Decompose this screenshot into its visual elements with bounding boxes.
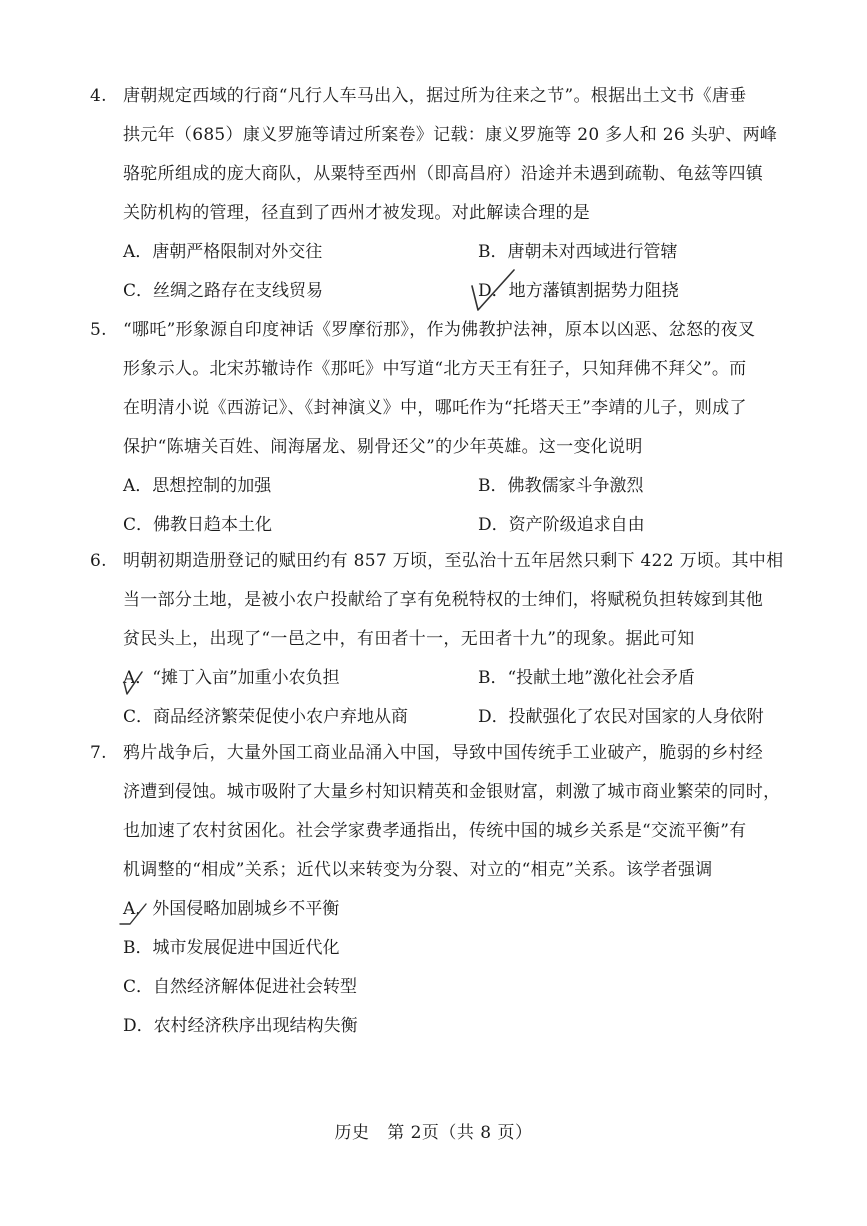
option-c: C．丝绸之路存在支线贸易 xyxy=(123,281,324,301)
question-4 xyxy=(90,77,790,311)
question-text-line: 也加速了农村贫困化。社会学家费孝通指出，传统中国的城乡关系是“交流平衡”有 xyxy=(123,821,747,841)
question-text-line: “哪吒”形象源自印度神话《罗摩衍那》，作为佛教护法神，原本以凶恶、忿怒的夜叉 xyxy=(123,320,756,340)
question-text-line: 唐朝规定西域的行商“凡行人车马出入，据过所为往来之节”。根据出土文书《唐垂 xyxy=(123,86,747,106)
option-b: B．佛教儒家斗争激烈 xyxy=(478,476,644,496)
option-a: A．外国侵略加剧城乡不平衡 xyxy=(123,899,340,919)
question-text-line: 明朝初期造册登记的赋田约有 857 万顷，至弘治十五年居然只剩下 422 万顷。其中相 xyxy=(123,551,784,571)
option-c: C．自然经济解体促进社会转型 xyxy=(123,977,358,997)
footer-page-number: 第 2页（共 8 页） xyxy=(387,1123,533,1143)
question-number: 5. xyxy=(90,320,107,340)
question-number: 6. xyxy=(90,551,107,571)
option-d: D．地方藩镇割据势力阻挠 xyxy=(478,281,679,301)
option-a: A．唐朝严格限制对外交往 xyxy=(123,242,323,262)
footer-subject: 历史 xyxy=(334,1123,370,1143)
question-text-line: 机调整的“相成”关系；近代以来转变为分裂、对立的“相克”关系。该学者强调 xyxy=(123,860,713,880)
option-a: A．思想控制的加强 xyxy=(123,476,272,496)
question-text-line: 关防机构的管理，径直到了西州才被发现。对此解读合理的是 xyxy=(123,203,591,223)
option-d: D．资产阶级追求自由 xyxy=(478,515,645,535)
page-footer xyxy=(0,1118,867,1143)
question-text-line: 保护“陈塘关百姓、闹海屠龙、剔骨还父”的少年英雄。这一变化说明 xyxy=(123,437,643,457)
option-c: C．佛教日趋本土化 xyxy=(123,515,273,535)
option-b: B．唐朝未对西域进行管辖 xyxy=(478,242,678,262)
question-text-line: 当一部分土地，是被小农户投献给了享有免税特权的士绅们，将赋税负担转嫁到其他 xyxy=(123,590,764,610)
question-text-line: 骆驼所组成的庞大商队，从粟特至西州（即高昌府）沿途并未遇到疏勒、龟兹等四镇 xyxy=(123,164,764,184)
option-d: D．投献强化了农民对国家的人身依附 xyxy=(478,707,764,727)
question-text-line: 形象示人。北宋苏辙诗作《那吒》中写道“北方天王有狂子，只知拜佛不拜父”。而 xyxy=(123,359,747,379)
question-5 xyxy=(90,311,790,545)
question-6 xyxy=(90,542,790,737)
option-d: D．农村经济秩序出现结构失衡 xyxy=(123,1016,358,1036)
option-b: B．“投献土地”激化社会矛盾 xyxy=(478,668,695,688)
question-text-line: 拱元年（685）康义罗施等请过所案卷》记载：康义罗施等 20 多人和 26 头驴、两峰 xyxy=(123,125,778,145)
question-number: 7. xyxy=(90,743,107,763)
question-text-line: 在明清小说《西游记》、《封神演义》中，哪吒作为“托塔天王”李靖的儿子，则成了 xyxy=(123,398,747,418)
question-number: 4. xyxy=(90,86,107,106)
question-text-line: 贫民头上，出现了“一邑之中，有田者十一，无田者十九”的现象。据此可知 xyxy=(123,629,695,649)
option-a: A．“摊丁入亩”加重小农负担 xyxy=(123,668,340,688)
option-b: B．城市发展促进中国近代化 xyxy=(123,938,340,958)
option-c: C．商品经济繁荣促使小农户弃地从商 xyxy=(123,707,409,727)
question-7 xyxy=(90,734,790,1046)
question-text-line: 济遭到侵蚀。城市吸附了大量乡村知识精英和金银财富，刺激了城市商业繁荣的同时， xyxy=(123,782,781,802)
question-text-line: 鸦片战争后，大量外国工商业品涌入中国，导致中国传统手工业破产，脆弱的乡村经 xyxy=(123,743,764,763)
